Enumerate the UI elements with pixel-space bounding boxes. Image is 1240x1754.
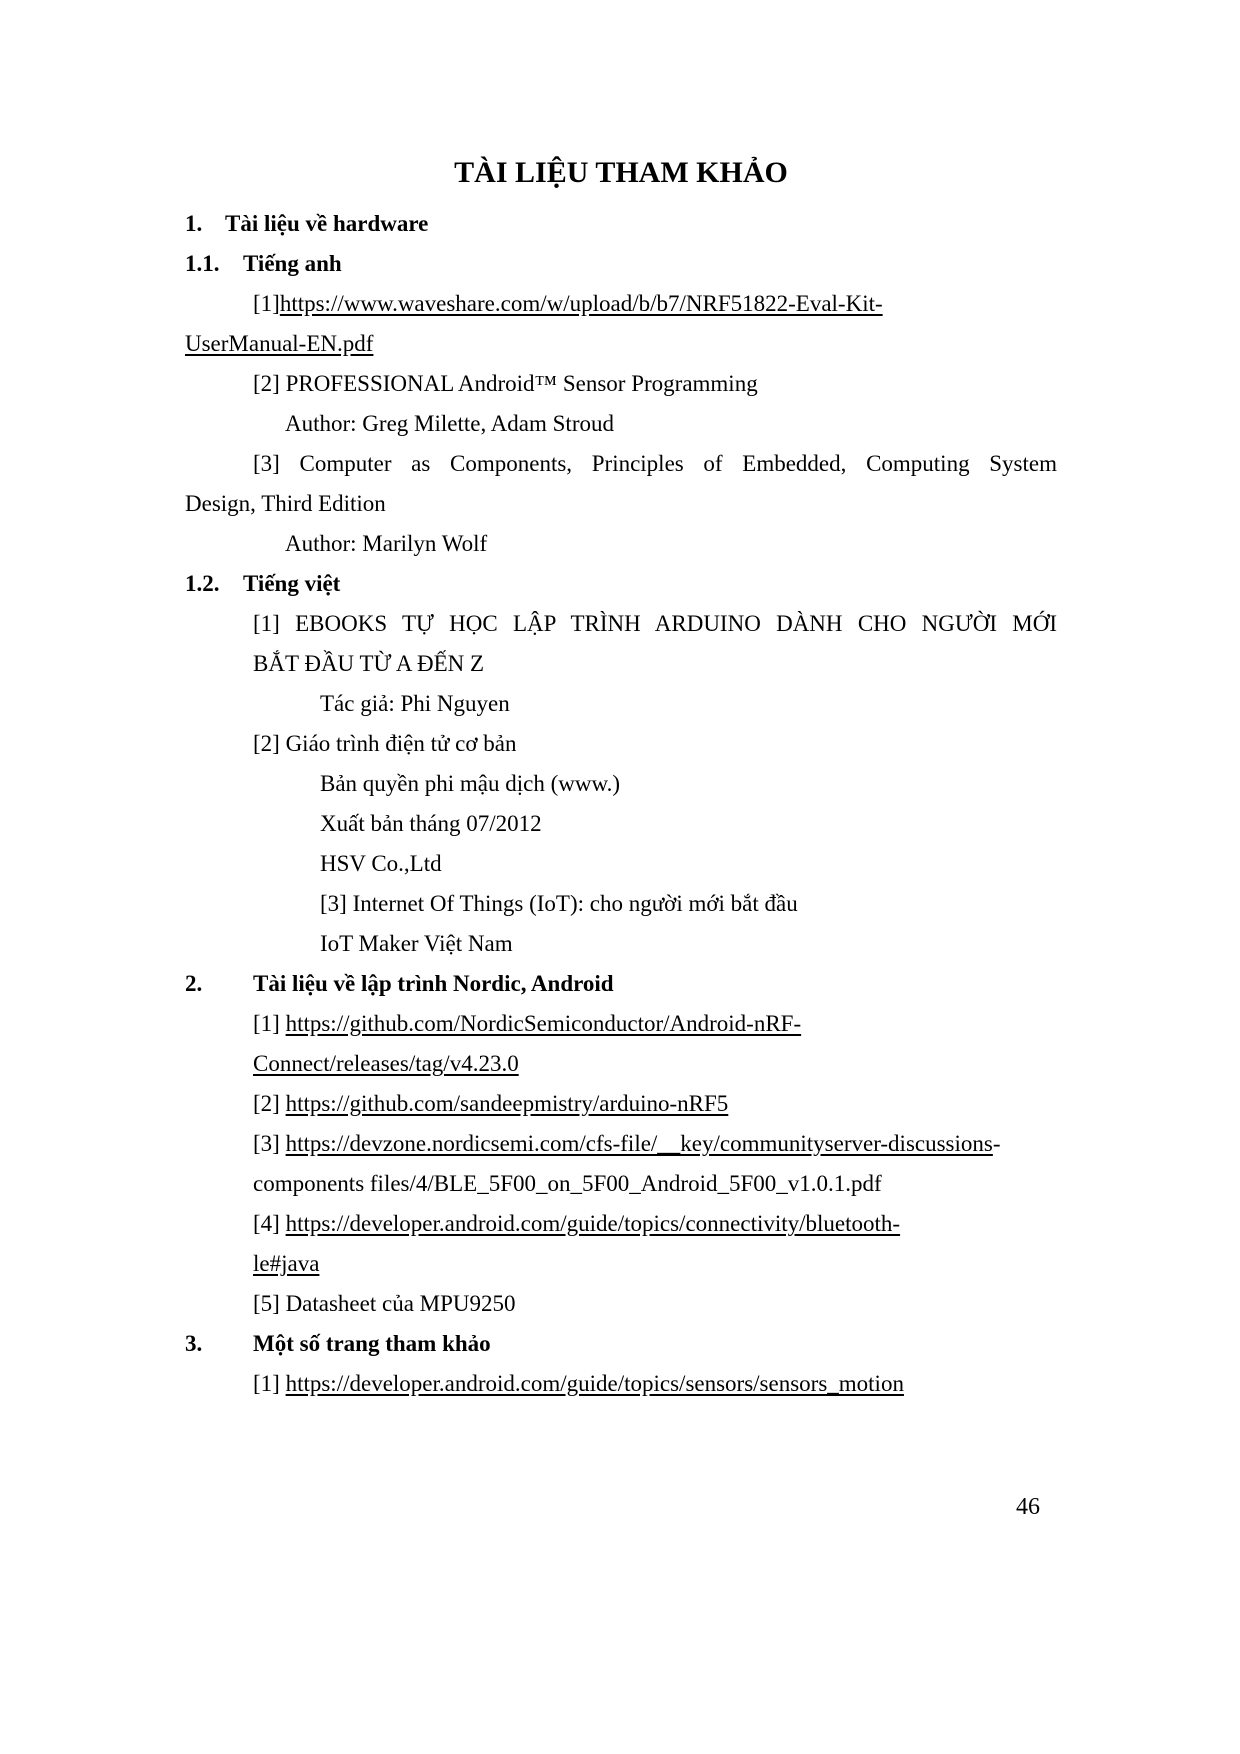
reference-line (185, 684, 1057, 724)
reference-text: components files/4/BLE_5F00_on_5F00_Android_5F00_v1.0.1.pdf (253, 1171, 882, 1196)
section-number: 1.1. (185, 251, 220, 276)
reference-line (185, 924, 1057, 964)
reference-text: [3] (253, 1131, 286, 1156)
page-title: TÀI LIỆU THAM KHẢO (454, 156, 788, 189)
reference-text: Xuất bản tháng 07/2012 (320, 811, 542, 836)
reference-link[interactable]: https://www.waveshare.com/w/upload/b/b7/NRF51822-Eval-Kit- (279, 291, 883, 316)
reference-link[interactable]: Connect/releases/tag/v4.23.0 (253, 1051, 519, 1076)
reference-link[interactable]: https://developer.android.com/guide/topics/sensors/sensors_motion (285, 1371, 904, 1396)
document-content (185, 150, 1057, 1404)
reference-text: [5] Datasheet của MPU9250 (253, 1291, 516, 1316)
section-heading-label: Tài liệu về hardware (225, 211, 429, 236)
reference-line (185, 404, 1057, 444)
reference-text: [1] EBOOKS TỰ HỌC LẬP TRÌNH ARDUINO DÀNH CHO NGƯỜI MỚI (253, 611, 1057, 636)
reference-line (185, 524, 1057, 564)
page-number: 46 (1016, 1494, 1040, 1520)
reference-line (185, 1004, 1057, 1044)
reference-line (185, 764, 1057, 804)
reference-line (185, 1284, 1057, 1324)
reference-text: BẮT ĐẦU TỪ A ĐẾN Z (253, 651, 485, 676)
section-heading-label: Tiếng anh (243, 251, 342, 276)
section-number: 1. (185, 211, 203, 236)
reference-line (185, 484, 1057, 524)
reference-line (185, 644, 1057, 684)
reference-line (185, 884, 1057, 924)
reference-link[interactable]: https://github.com/sandeepmistry/arduino-nRF5 (285, 1091, 729, 1116)
reference-line (185, 1044, 1057, 1084)
reference-link[interactable]: https://devzone.nordicsemi.com/cfs-file/__key/communityserver-discussions (285, 1131, 993, 1156)
section-heading (185, 1324, 1057, 1364)
section-number: 2. (185, 971, 203, 996)
reference-link[interactable]: https://github.com/NordicSemiconductor/Android-nRF- (285, 1011, 802, 1036)
reference-line (185, 364, 1057, 404)
reference-text: [3] Internet Of Things (IoT): cho người mới bắt đầu (320, 891, 798, 916)
reference-text: IoT Maker Việt Nam (320, 931, 513, 956)
reference-text: - (992, 1131, 1001, 1156)
section-heading (185, 244, 1057, 284)
section-heading (185, 564, 1057, 604)
reference-text: Tác giả: Phi Nguyen (320, 691, 510, 716)
document-body (185, 204, 1057, 1404)
reference-text: Design, Third Edition (185, 491, 386, 516)
reference-line (185, 1364, 1057, 1404)
reference-text: Author: Marilyn Wolf (285, 531, 488, 556)
reference-link[interactable]: https://developer.android.com/guide/topics/connectivity/bluetooth- (285, 1211, 901, 1236)
reference-text: [2] Giáo trình điện tử cơ bản (253, 731, 517, 756)
reference-text: [4] (253, 1211, 286, 1236)
section-number: 3. (185, 1331, 203, 1356)
reference-line (185, 444, 1057, 484)
reference-text: Bản quyền phi mậu dịch (www.) (320, 771, 620, 796)
reference-text: [1] (253, 291, 280, 316)
reference-line (185, 804, 1057, 844)
section-heading-label: Tài liệu về lập trình Nordic, Android (253, 971, 614, 996)
reference-line (185, 604, 1057, 644)
reference-text: HSV Co.,Ltd (320, 851, 442, 876)
section-heading (185, 204, 1057, 244)
reference-line (185, 1084, 1057, 1124)
reference-line (185, 284, 1057, 324)
reference-text: Author: Greg Milette, Adam Stroud (285, 411, 614, 436)
reference-line (185, 1244, 1057, 1284)
reference-link[interactable]: UserManual-EN.pdf (185, 331, 374, 356)
section-number: 1.2. (185, 571, 220, 596)
reference-line (185, 324, 1057, 364)
section-heading (185, 964, 1057, 1004)
reference-line (185, 1164, 1057, 1204)
reference-line (185, 1204, 1057, 1244)
reference-text: [1] (253, 1011, 286, 1036)
reference-line (185, 724, 1057, 764)
reference-line (185, 1124, 1057, 1164)
reference-text: [2] (253, 1091, 286, 1116)
section-heading-label: Một số trang tham khảo (253, 1331, 491, 1356)
section-heading-label: Tiếng việt (243, 571, 341, 596)
reference-text: [1] (253, 1371, 286, 1396)
reference-text: [2] PROFESSIONAL Android™ Sensor Programming (253, 371, 758, 396)
reference-text: [3] Computer as Components, Principles of Embedded, Computing System (253, 451, 1057, 476)
reference-link[interactable]: le#java (253, 1251, 320, 1276)
reference-line (185, 844, 1057, 884)
